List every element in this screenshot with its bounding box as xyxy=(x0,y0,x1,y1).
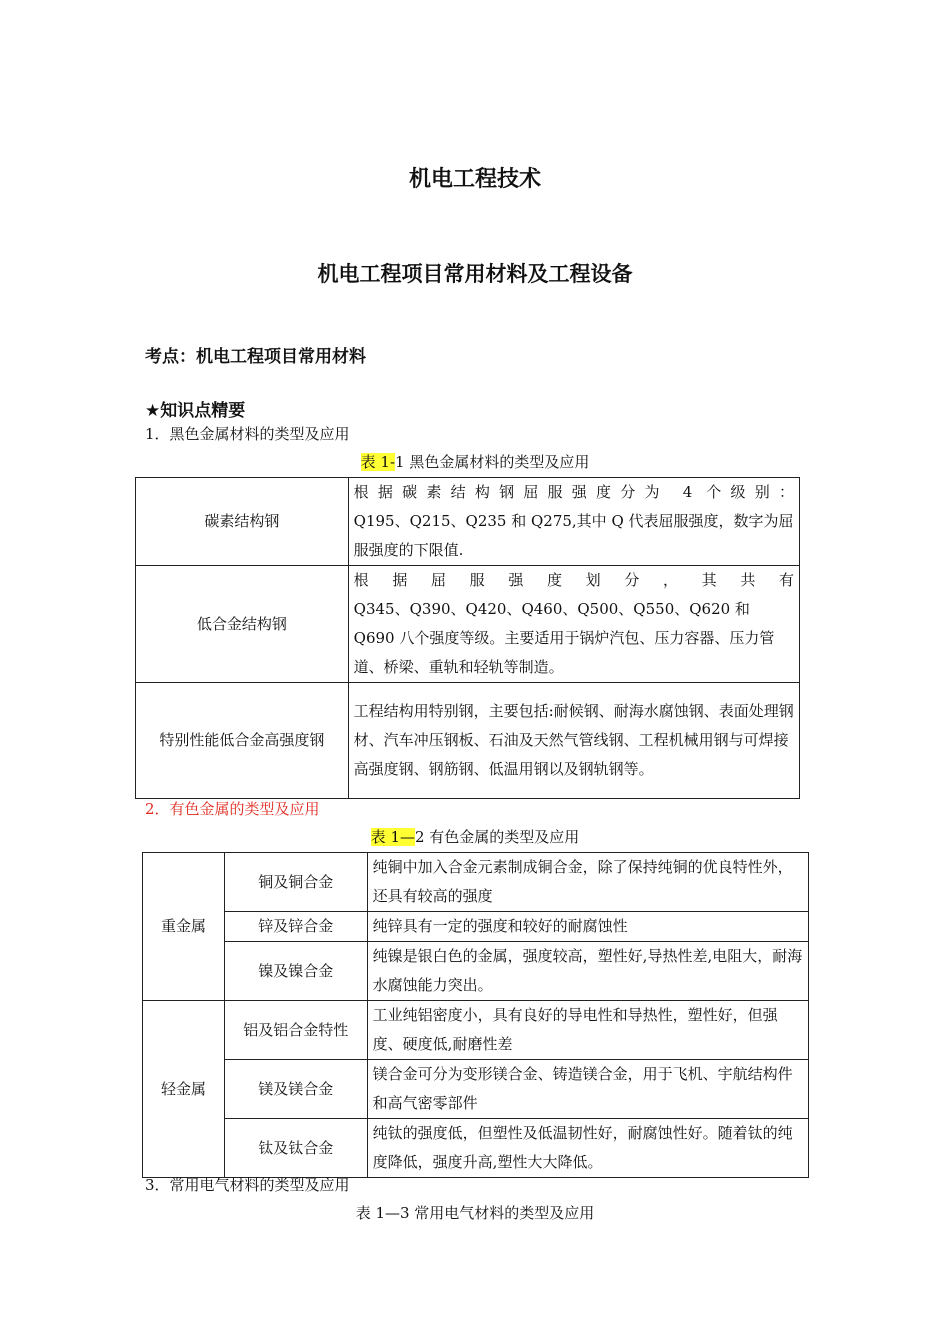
table-cell: 重金属 xyxy=(143,853,225,1001)
table-cell: 纯镍是银白色的金属，强度较高，塑性好,导热性差,电阻大，耐海水腐蚀能力突出。 xyxy=(367,942,808,1001)
table-row xyxy=(143,942,809,1001)
table-row xyxy=(136,566,800,683)
table-cell: 纯铜中加入合金元素制成铜合金，除了保持纯铜的优良特性外，还具有较高的强度 xyxy=(367,853,808,912)
section3-heading: 3．常用电气材料的类型及应用 xyxy=(145,1176,350,1194)
section1-heading: 1．黑色金属材料的类型及应用 xyxy=(145,425,350,443)
table-cell xyxy=(348,566,799,683)
table-cell: 低合金结构钢 xyxy=(136,566,349,683)
table2-caption-text: 2 有色金属的类型及应用 xyxy=(414,828,580,846)
table-cell: 铜及铜合金 xyxy=(224,853,367,912)
cell-text: Q195、Q215、Q235 和 Q275,其中 Q 代表屈服强度，数字为屈服强度的下限值. xyxy=(353,512,794,559)
cell-line: 根据碳素结构钢屈服强度分为 4 个级别： xyxy=(353,483,794,501)
table-cell: 特别性能低合金高强度钢 xyxy=(136,683,349,799)
table-cell: 镁合金可分为变形镁合金、铸造镁合金，用于飞机、宇航结构件和高气密零部件 xyxy=(367,1060,808,1119)
table-cell: 工业纯铝密度小，具有良好的导电性和导热性，塑性好，但强度、硬度低,耐磨性差 xyxy=(367,1001,808,1060)
table2-caption-prefix: 表 1— xyxy=(370,828,415,846)
table-row xyxy=(136,683,800,799)
chapter-title: 机电工程项目常用材料及工程设备 xyxy=(317,262,633,286)
table-cell: 轻金属 xyxy=(143,1001,225,1178)
cell-line: 根据屈服强度划分，其共有 xyxy=(353,571,794,589)
table1-caption-text: 1 黑色金属材料的类型及应用 xyxy=(395,453,590,471)
table-cell xyxy=(348,478,799,566)
cell-text: Q345、Q390、Q420、Q460、Q500、Q550、Q620 和 Q690 八个强度等级。主要适用于锅炉汽包、压力容器、压力管道、桥梁、重轨和轻轨等制造。 xyxy=(353,600,775,676)
table-cell: 钛及钛合金 xyxy=(224,1119,367,1178)
table2-caption xyxy=(0,826,950,847)
table-row xyxy=(143,912,809,942)
table1-caption xyxy=(0,451,950,472)
table-cell: 锌及锌合金 xyxy=(224,912,367,942)
table-cell: 纯钛的强度低，但塑性及低温韧性好，耐腐蚀性好。随着钛的纯度降低，强度升高,塑性大大降低。 xyxy=(367,1119,808,1178)
table-row xyxy=(143,1119,809,1178)
exam-point-heading: 考点：机电工程项目常用材料 xyxy=(145,347,366,367)
table-row xyxy=(143,853,809,912)
nonferrous-metal-table xyxy=(142,852,809,1178)
table-cell xyxy=(348,683,799,799)
table-row xyxy=(143,1060,809,1119)
table-cell: 镍及镍合金 xyxy=(224,942,367,1001)
table-cell: 铝及铝合金特性 xyxy=(224,1001,367,1060)
table-cell: 纯锌具有一定的强度和较好的耐腐蚀性 xyxy=(367,912,808,942)
section2-heading: 2．有色金属的类型及应用 xyxy=(145,800,320,818)
table-row xyxy=(136,478,800,566)
table-cell: 碳素结构钢 xyxy=(136,478,349,566)
table-row xyxy=(143,1001,809,1060)
cell-text: 工程结构用特别钢，主要包括:耐候钢、耐海水腐蚀钢、表面处理钢材、汽车冲压钢板、石油及天然气管线钢、工程机械用钢与可焊接高强度钢、钢筋钢、低温用钢以及钢轨钢等。 xyxy=(353,702,794,778)
table3-caption: 表 1—3 常用电气材料的类型及应用 xyxy=(355,1204,595,1222)
knowledge-heading: ★知识点精要 xyxy=(145,401,246,421)
table1-caption-prefix: 表 1- xyxy=(360,453,396,471)
document-title: 机电工程技术 xyxy=(408,167,541,192)
table-cell: 镁及镁合金 xyxy=(224,1060,367,1119)
ferrous-metal-table xyxy=(135,477,800,799)
